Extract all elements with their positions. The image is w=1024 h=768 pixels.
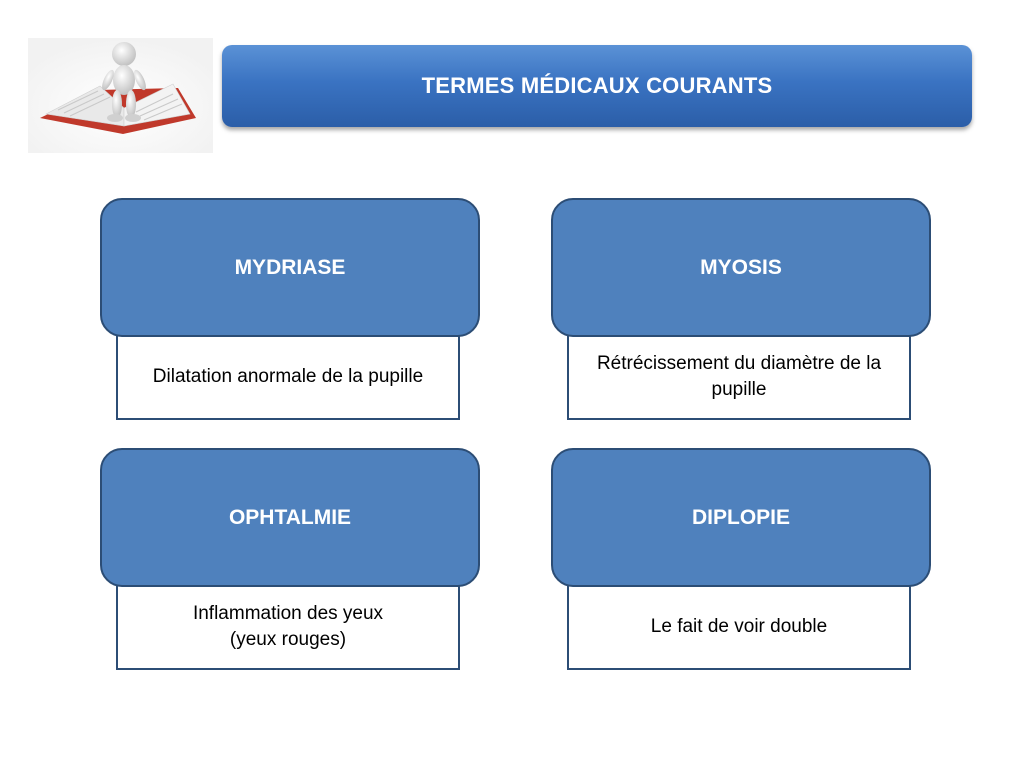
term-heading: DIPLOPIE [551,448,931,587]
term-card-myosis [551,198,931,426]
term-definition: Le fait de voir double [650,616,828,637]
page-title: TERMES MÉDICAUX COURANTS [222,45,972,127]
term-card-mydriase [100,198,480,426]
term-card-diplopie [551,448,931,676]
term-heading: MYDRIASE [100,198,480,337]
term-card-ophtalmie [100,448,480,676]
book-figure-icon [28,38,213,153]
term-definition: Rétrécissement du diamètre de la pupille [596,353,882,400]
term-heading: MYOSIS [551,198,931,337]
term-heading: OPHTALMIE [100,448,480,587]
term-definition: Inflammation des yeux (yeux rouges) [192,603,384,650]
term-definition: Dilatation anormale de la pupille [152,366,424,387]
